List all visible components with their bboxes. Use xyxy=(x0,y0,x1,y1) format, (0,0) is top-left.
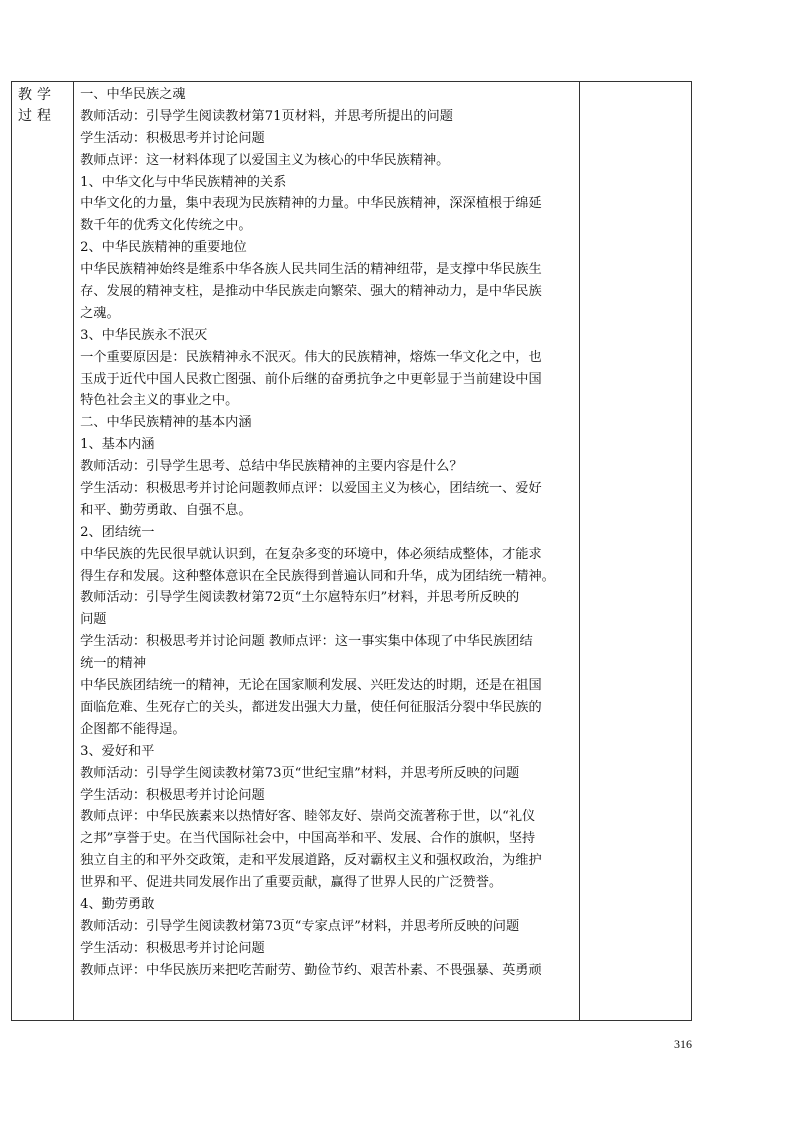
content-line: 中华民族的先民很早就认识到，在复杂多变的环境中，体必须结成整体，才能求 xyxy=(80,546,542,562)
content-line: 数千年的优秀文化传统之中。 xyxy=(80,218,252,234)
content-line: 面临危难、生死存亡的关头，都迸发出强大力量，使任何征服活分裂中华民族的 xyxy=(80,699,542,715)
content-line: 教师活动：引导学生阅读教材第71页材料，并思考所提出的问题 xyxy=(80,108,453,124)
lesson-table xyxy=(11,81,692,1021)
content-line: 一、中华民族之魂 xyxy=(80,87,186,102)
content-line: 中华文化的力量，集中表现为民族精神的力量。中华民族精神，深深植根于绵延 xyxy=(80,196,542,212)
content-line: 学生活动：积极思考并讨论问题 xyxy=(80,787,265,803)
content-line: 之魂。 xyxy=(80,305,120,321)
content-line: 世界和平、促进共同发展作出了重要贡献，赢得了世界人民的广泛赞誉。 xyxy=(80,875,503,891)
content-line: 教师点评：中华民族历来把吃苦耐劳、勤俭节约、艰苦朴素、不畏强暴、英勇顽 xyxy=(80,962,542,978)
content-line: 特色社会主义的事业之中。 xyxy=(80,393,239,409)
content-line: 学生活动：积极思考并讨论问题教师点评：以爱国主义为核心，团结统一、爱好 xyxy=(80,481,542,497)
content-line: 玉成于近代中国人民救亡图强、前仆后继的奋勇抗争之中更彰显于当前建设中国 xyxy=(80,371,542,387)
content-line: 3、爱好和平 xyxy=(80,743,155,759)
notes-cell xyxy=(579,82,691,1021)
label-cell xyxy=(12,82,74,1021)
content-line: 企图都不能得逞。 xyxy=(80,721,186,737)
content-line: 之邦”享誉于史。在当代国际社会中，中国高举和平、发展、合作的旗帜，坚持 xyxy=(80,831,536,847)
content-line: 教师点评：这一材料体现了以爱国主义为核心的中华民族精神。 xyxy=(80,152,450,168)
content-line: 问题 xyxy=(80,612,107,628)
content-line: 一个重要原因是：民族精神永不泯灭。伟大的民族精神，熔炼一华文化之中，也 xyxy=(80,349,542,365)
content-line: 和平、勤劳勇敢、自强不息。 xyxy=(80,502,252,518)
content-line: 中华民族精神始终是维系中华各族人民共同生活的精神纽带，是支撑中华民族生 xyxy=(80,262,542,278)
content-line: 2、中华民族精神的重要地位 xyxy=(80,240,247,256)
content-line: 2、团结统一 xyxy=(80,524,155,540)
content-line: 1、中华文化与中华民族精神的关系 xyxy=(80,174,287,190)
content-line: 独立自主的和平外交政策，走和平发展道路，反对霸权主义和强权政治，为维护 xyxy=(80,853,542,869)
content-cell xyxy=(74,82,580,1021)
content-line: 教师点评：中华民族素来以热情好客、睦邻友好、崇尚交流著称于世，以“礼仪 xyxy=(80,809,536,825)
section-label: 教学过程 xyxy=(18,87,56,124)
content-line: 得生存和发展。这种整体意识在全民族得到普遍认同和升华，成为团结统一精神。 xyxy=(80,568,555,584)
content-line: 教师活动：引导学生阅读教材第73页“世纪宝鼎”材料，并思考所反映的问题 xyxy=(80,765,520,781)
content-line: 1、基本内涵 xyxy=(80,437,155,453)
page-number: 316 xyxy=(674,1037,692,1051)
content-line: 3、中华民族永不泯灭 xyxy=(80,327,208,343)
content-line: 存、发展的精神支柱，是推动中华民族走向繁荣、强大的精神动力，是中华民族 xyxy=(80,284,542,300)
content-line: 学生活动：积极思考并讨论问题 xyxy=(80,130,265,146)
content-line: 教师活动：引导学生阅读教材第72页“土尔扈特东归”材料，并思考所反映的 xyxy=(80,590,520,606)
content-line: 学生活动：积极思考并讨论问题 xyxy=(80,940,265,956)
lesson-row xyxy=(12,82,692,1021)
content-line: 学生活动：积极思考并讨论问题 教师点评：这一事实集中体现了中华民族团结 xyxy=(80,634,533,650)
content-line: 统一的精神 xyxy=(80,656,147,672)
content-line: 中华民族团结统一的精神，无论在国家顺利发展、兴旺发达的时期，还是在祖国 xyxy=(80,678,542,694)
content-line: 4、勤劳勇敢 xyxy=(80,896,155,912)
content-line: 教师活动：引导学生阅读教材第73页“专家点评”材料，并思考所反映的问题 xyxy=(80,918,520,934)
content-line: 教师活动：引导学生思考、总结中华民族精神的主要内容是什么？ xyxy=(80,459,463,475)
content-line: 二、中华民族精神的基本内涵 xyxy=(80,415,252,431)
